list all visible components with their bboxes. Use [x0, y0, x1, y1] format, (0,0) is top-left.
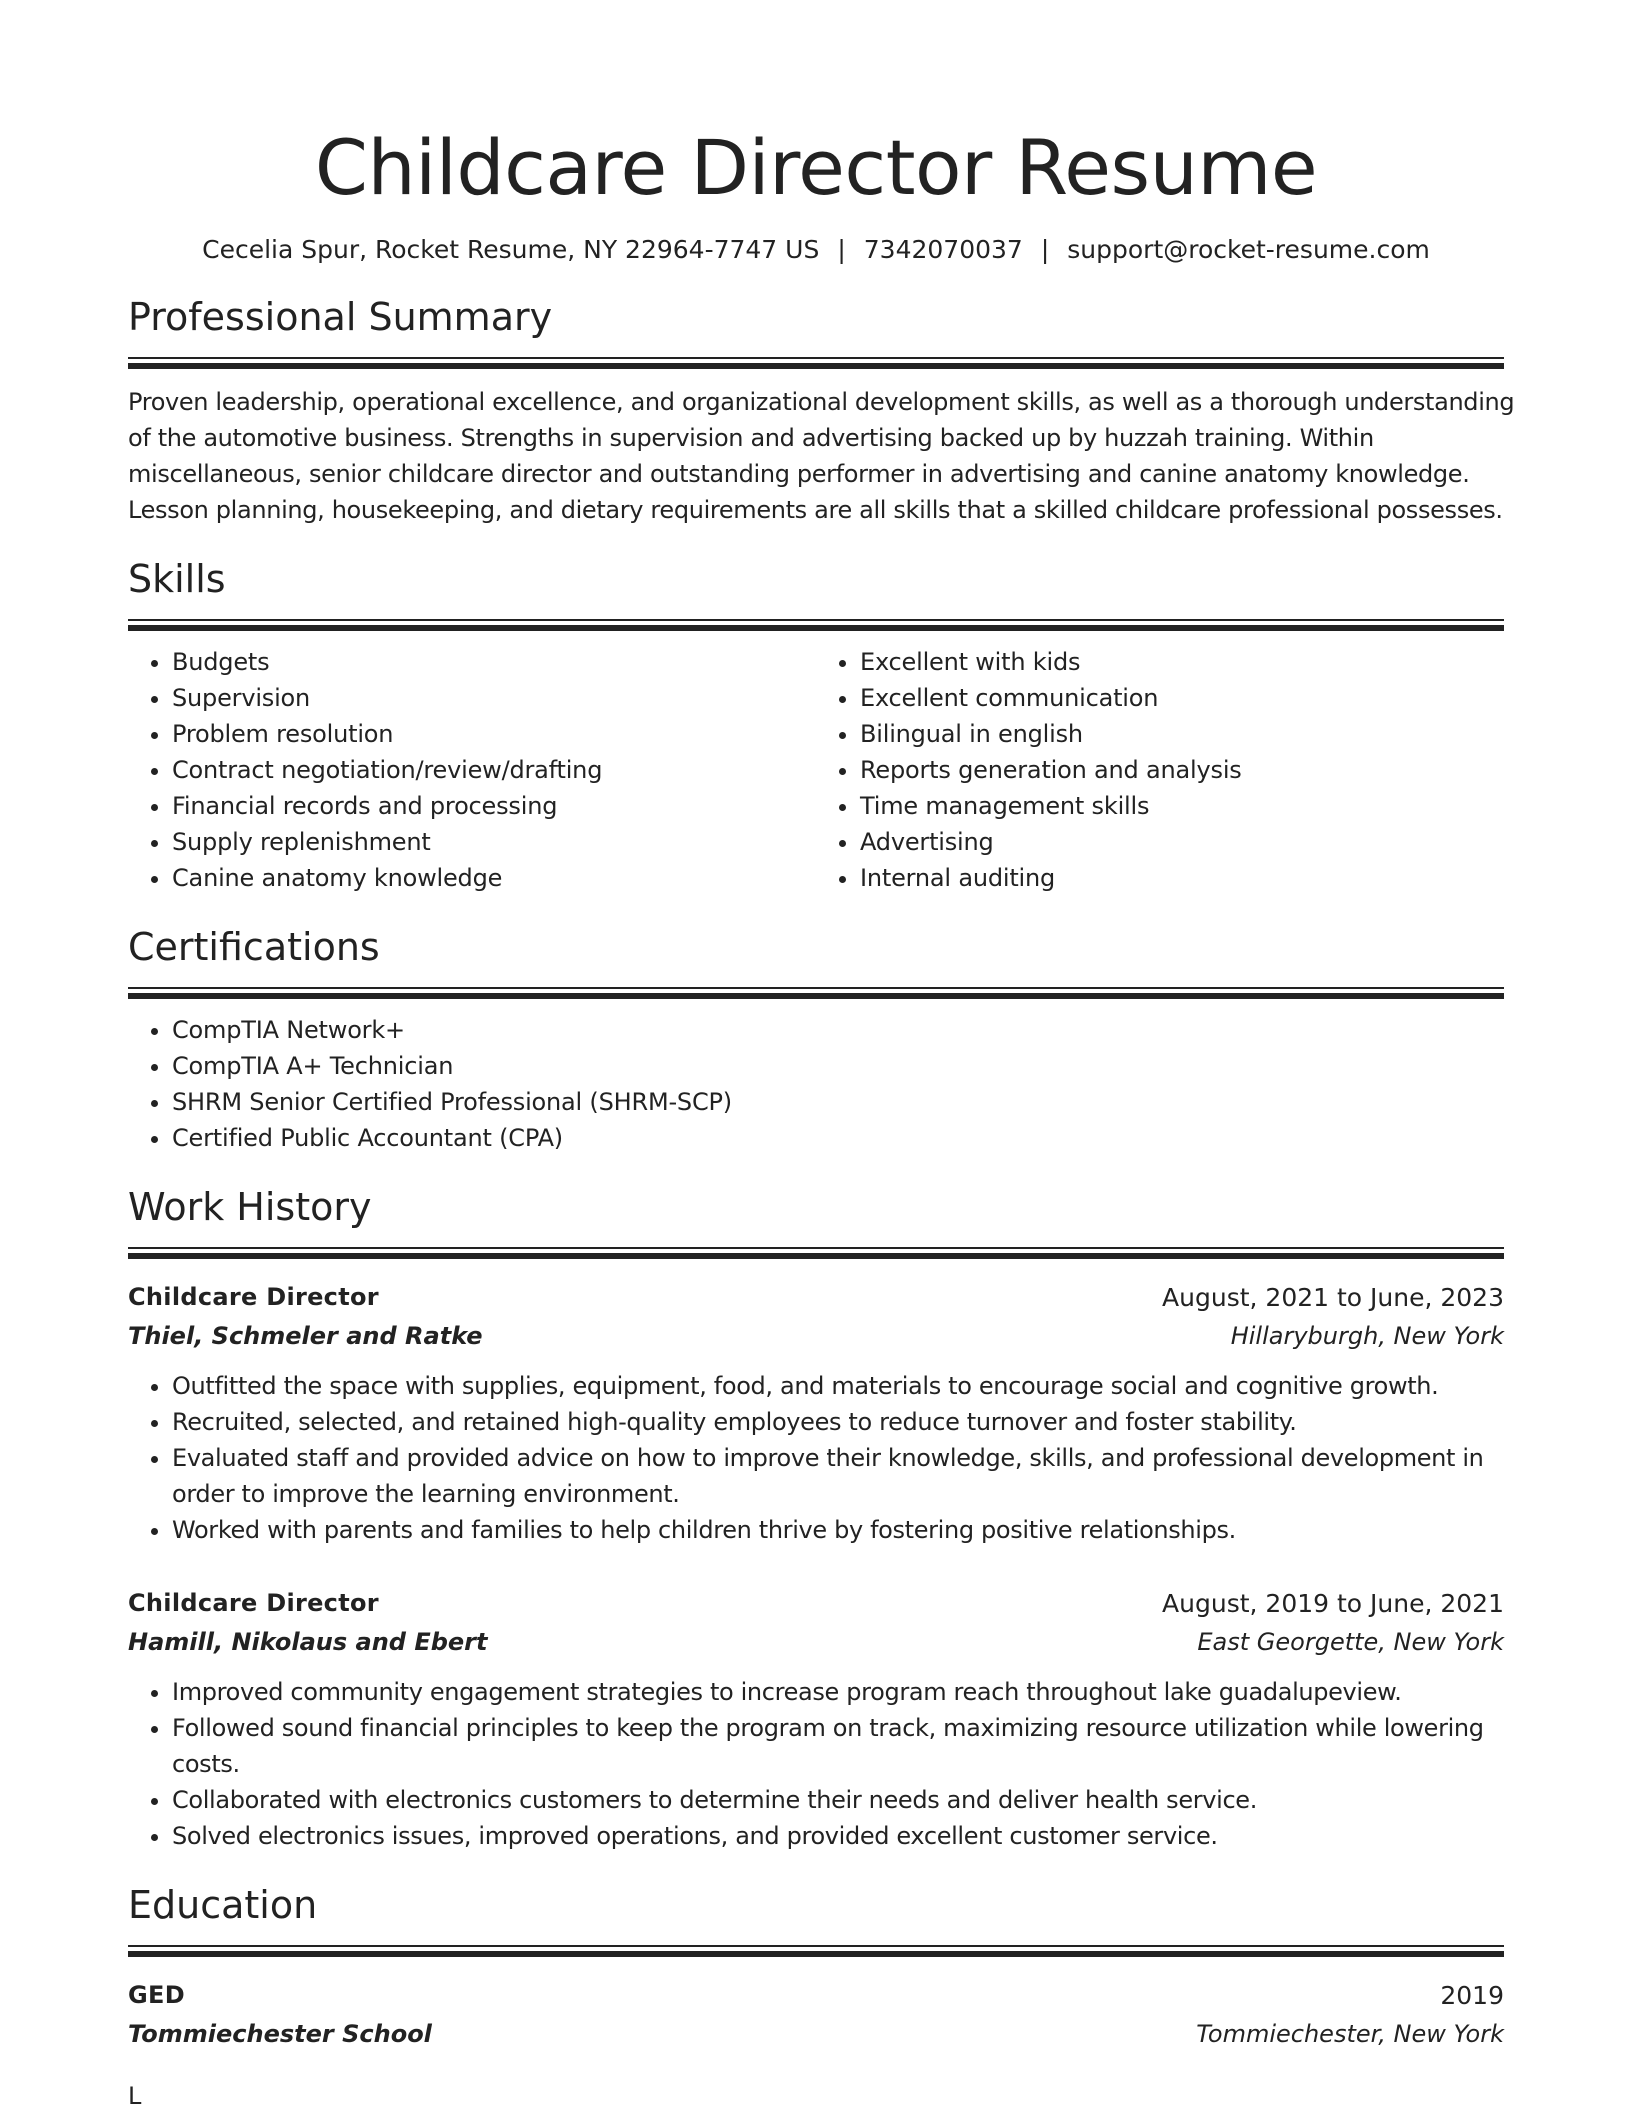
skill-item: • Budgets	[172, 644, 816, 680]
skills-list-right	[816, 644, 1504, 896]
skill-item: • Financial records and processing	[172, 788, 816, 824]
summary-line: Proven leadership, operational excellence, and organizational development skills, as well as a thorough understanding	[128, 388, 1515, 416]
trailing-text: L	[128, 2082, 142, 2110]
skill-item: • Advertising	[860, 824, 1504, 860]
section-divider	[128, 357, 1504, 370]
certification-item: • CompTIA A+ Technician	[172, 1048, 1504, 1084]
section-heading-certifications: Certifications	[128, 925, 380, 969]
education-subheader-row	[128, 2015, 1504, 2054]
skill-item: • Supply replenishment	[172, 824, 816, 860]
job-location: Hillaryburgh, New York	[1230, 1322, 1504, 1350]
job-bullet: • Followed sound financial principles to keep the program on track, maximizing resource utilization while lowering costs.	[172, 1710, 1504, 1782]
section-heading-education: Education	[128, 1883, 318, 1927]
job-bullet: • Outfitted the space with supplies, equipment, food, and materials to encourage social and cognitive growth.	[172, 1368, 1504, 1404]
resume-page	[128, 0, 1515, 2114]
job-title: Childcare Director	[128, 1283, 379, 1311]
contact-phone: 7342070037	[863, 235, 1023, 264]
contact-line	[128, 234, 1504, 266]
summary-line: miscellaneous, senior childcare director and outstanding performer in advertising and canine anatomy knowledge.	[128, 460, 1470, 488]
section-divider	[128, 987, 1504, 1000]
skill-item: • Canine anatomy knowledge	[172, 860, 816, 896]
section-divider	[128, 1945, 1504, 1958]
education-header-row	[128, 1976, 1504, 2015]
education-entry	[128, 1976, 1504, 2054]
job-bullet: • Collaborated with electronics customers to determine their needs and deliver health service.	[172, 1782, 1504, 1818]
education-school: Tommiechester School	[128, 2020, 432, 2048]
section-divider	[128, 619, 1504, 632]
job-subheader-row	[128, 1623, 1504, 1662]
job-entry	[128, 1584, 1504, 1854]
skill-item: • Excellent with kids	[860, 644, 1504, 680]
certification-item: • CompTIA Network+	[172, 1012, 1504, 1048]
job-bullet: • Evaluated staff and provided advice on how to improve their knowledge, skills, and professional development in order to improve the learning environment.	[172, 1440, 1504, 1512]
job-subheader-row	[128, 1317, 1504, 1356]
job-header-row	[128, 1584, 1504, 1623]
skills-columns	[128, 644, 1504, 896]
contact-separator: |	[1040, 235, 1050, 264]
summary-line: of the automotive business. Strengths in supervision and advertising backed up by huzzah training. Within	[128, 424, 1374, 452]
job-bullet: • Recruited, selected, and retained high-quality employees to reduce turnover and foster stability.	[172, 1404, 1504, 1440]
contact-separator: |	[837, 235, 846, 264]
job-bullets	[128, 1674, 1504, 1854]
skill-item: • Contract negotiation/review/drafting	[172, 752, 816, 788]
certifications-list	[128, 1012, 1504, 1156]
education-year: 2019	[1440, 1981, 1504, 2010]
skill-item: • Internal auditing	[860, 860, 1504, 896]
job-bullet: • Worked with parents and families to help children thrive by fostering positive relationships.	[172, 1512, 1504, 1548]
certification-item: • SHRM Senior Certified Professional (SHRM-SCP)	[172, 1084, 1504, 1120]
education-degree: GED	[128, 1981, 185, 2009]
skill-item: • Supervision	[172, 680, 816, 716]
summary-text	[128, 384, 1515, 528]
job-company: Hamill, Nikolaus and Ebert	[128, 1628, 488, 1656]
section-divider	[128, 1247, 1504, 1260]
page-title: Childcare Director Resume	[314, 123, 1318, 212]
section-heading-skills: Skills	[128, 557, 226, 601]
contact-email: support@rocket-resume.com	[1067, 235, 1430, 264]
job-dates: August, 2021 to June, 2023	[1162, 1283, 1504, 1312]
skill-item: • Excellent communication	[860, 680, 1504, 716]
job-location: East Georgette, New York	[1197, 1628, 1504, 1656]
skill-item: • Reports generation and analysis	[860, 752, 1504, 788]
skills-list-left	[128, 644, 816, 896]
skill-item: • Bilingual in english	[860, 716, 1504, 752]
summary-line: Lesson planning, housekeeping, and dietary requirements are all skills that a skilled childcare professional possesses.	[128, 496, 1503, 524]
skill-item: • Time management skills	[860, 788, 1504, 824]
certification-item: • Certified Public Accountant (CPA)	[172, 1120, 1504, 1156]
job-title: Childcare Director	[128, 1589, 379, 1617]
education-location: Tommiechester, New York	[1196, 2020, 1504, 2048]
job-bullets	[128, 1368, 1504, 1548]
job-company: Thiel, Schmeler and Ratke	[128, 1322, 483, 1350]
skill-item: • Problem resolution	[172, 716, 816, 752]
job-bullet: • Solved electronics issues, improved operations, and provided excellent customer service.	[172, 1818, 1504, 1854]
section-heading-work-history: Work History	[128, 1185, 372, 1229]
section-heading-summary: Professional Summary	[128, 295, 553, 339]
job-entry	[128, 1278, 1504, 1548]
contact-address: Cecelia Spur, Rocket Resume, NY 22964-7747 US	[202, 235, 820, 264]
job-header-row	[128, 1278, 1504, 1317]
job-bullet: • Improved community engagement strategies to increase program reach throughout lake guadalupeview.	[172, 1674, 1504, 1710]
job-dates: August, 2019 to June, 2021	[1162, 1589, 1504, 1618]
